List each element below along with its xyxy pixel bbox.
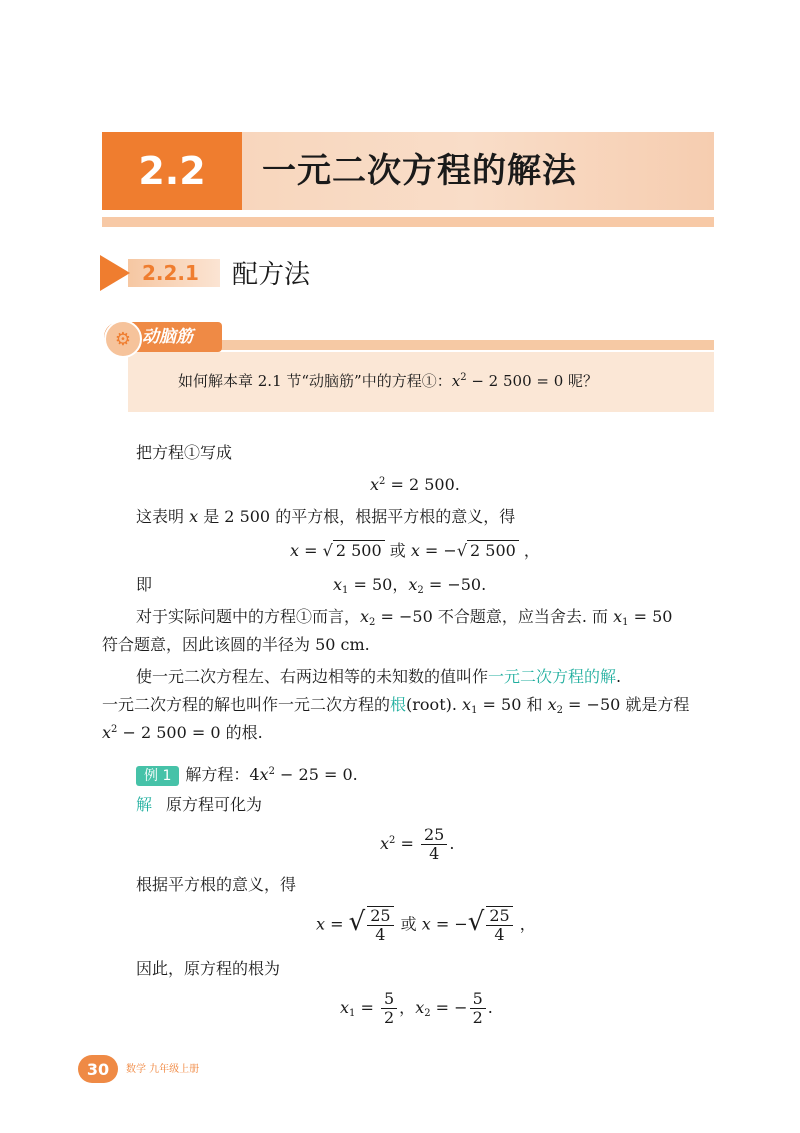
body-label: 即 — [136, 575, 153, 594]
solution-line: 因此，原方程的根为 — [136, 959, 281, 978]
fraction: $\frac{25}{4}$ — [421, 826, 447, 863]
fraction: $\frac{5}{2}$ — [381, 990, 397, 1027]
example-badge: 例 1 — [136, 766, 179, 786]
section-arrow-icon — [100, 255, 130, 291]
equation: $x_1$ = $\frac{5}{2}$ ，$x_2$ = − $\frac{5}{2}$ . — [340, 989, 493, 1027]
think-question: 如何解本章 2.1 节“动脑筋”中的方程①：$x^2 - 2$ 500 = 0 呢？ — [178, 372, 599, 390]
solution-line: 解 原方程可化为 — [136, 795, 263, 814]
equation: $x_1 = 50$，$x_2 = -50$. — [333, 575, 487, 596]
book-label: 数学 九年级上册 — [126, 1064, 200, 1075]
equation: $x^2$ = $\frac{25}{4}$ . — [380, 825, 455, 863]
fraction: $\frac{5}{2}$ — [470, 990, 486, 1027]
sqrt-sign-icon: √ — [322, 541, 333, 560]
page-number: 30 — [78, 1055, 118, 1083]
example-prompt: 例 1 解方程：$4x^2 - 25 = 0$. — [136, 762, 358, 788]
chapter-header-underbar — [102, 217, 714, 227]
chapter-number: 2.2 — [102, 132, 242, 210]
definition-highlight: 一元二次方程的解 — [488, 667, 617, 686]
sqrt-sign-icon: √ — [456, 541, 468, 560]
body-line: 一元二次方程的解也叫作一元二次方程的根(root). $x_1 = 50$ 和 $x_2 = -50$ 就是方程 — [102, 695, 690, 716]
body-line: 这表明 x 是 2 500 的平方根，根据平方根的意义，得 — [136, 507, 516, 526]
think-label: 动脑筋 — [142, 327, 193, 347]
definition-highlight: 根 — [390, 695, 407, 714]
body-line: $x^2 - 2$ 500 = 0 的根. — [102, 723, 263, 742]
sqrt-sign-icon: √ — [467, 906, 485, 937]
chapter-title: 一元二次方程的解法 — [262, 151, 577, 191]
body-line: 使一元二次方程左、右两边相等的未知数的值叫作一元二次方程的解. — [136, 667, 622, 686]
solution-line: 根据平方根的意义，得 — [136, 875, 297, 894]
fraction: $\frac{25}{4}$ — [486, 906, 512, 944]
body-line: 把方程①写成 — [136, 443, 233, 462]
solution-label: 解 — [136, 795, 153, 814]
equation: x = √ $\frac{25}{4}$ 或 x = −√ $\frac{25}{4}$ ， — [316, 906, 536, 944]
sqrt-sign-icon: √ — [348, 906, 366, 937]
equation: $x^2 = 2$ 500. — [370, 475, 460, 494]
section-number: 2.2.1 — [142, 261, 199, 285]
body-line: 符合题意，因此该圆的半径为 50 cm. — [102, 635, 370, 654]
body-line: 对于实际问题中的方程①而言，$x_2 = -50$ 不合题意，应当舍去. 而 $x_1 = 50$ — [136, 607, 673, 628]
fraction: $\frac{25}{4}$ — [367, 906, 393, 944]
gears-icon: ⚙ — [104, 320, 142, 358]
equation: x = √ 2 500 或 x = −√ 2 500 ， — [290, 538, 540, 564]
section-title: 配方法 — [232, 260, 311, 290]
